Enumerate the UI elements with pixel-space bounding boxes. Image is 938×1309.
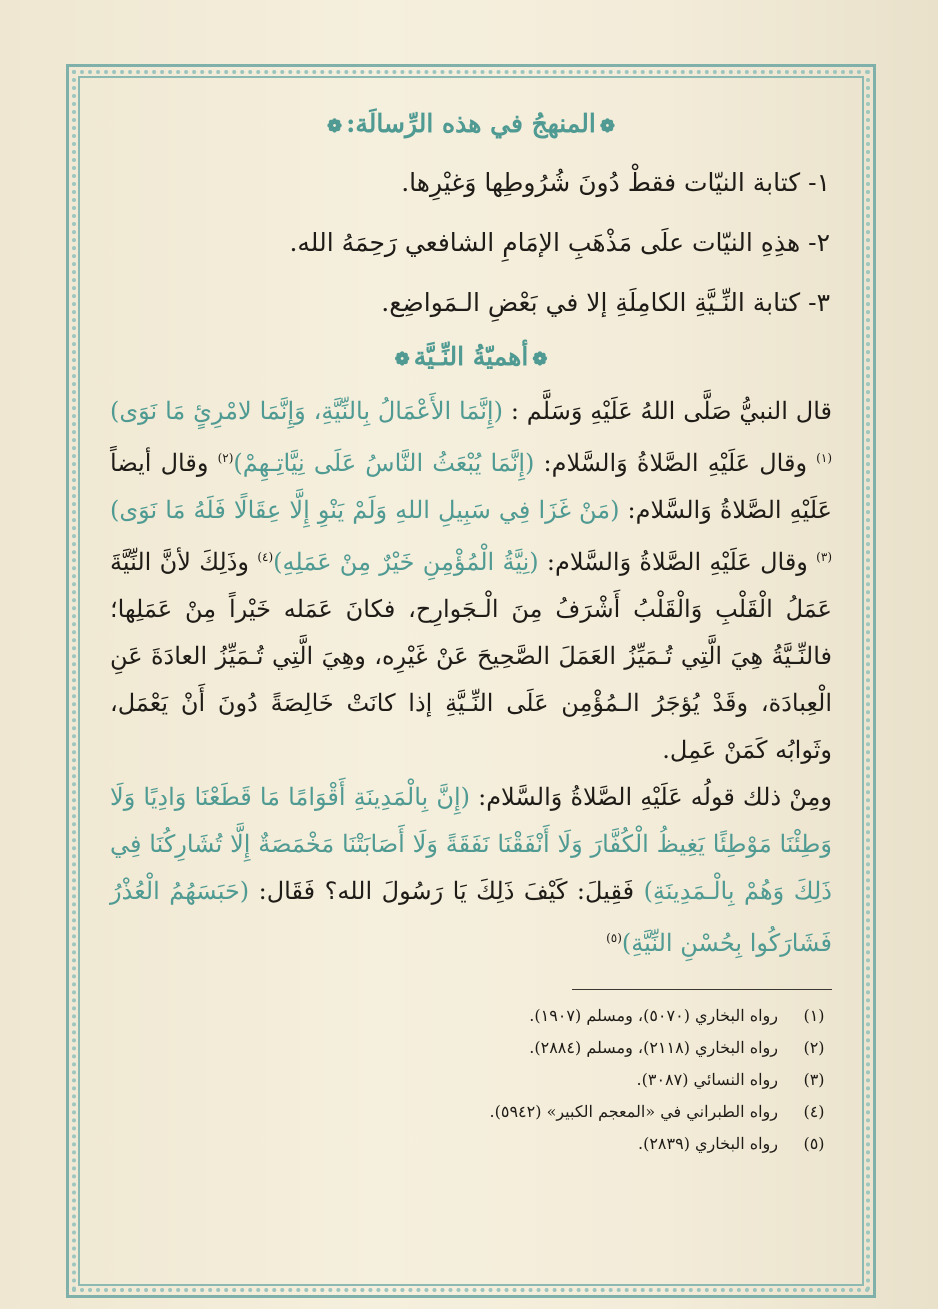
footnote-item	[110, 1000, 832, 1032]
text-span: قال النبيُّ صَلَّى اللهُ عَلَيْهِ وَسَلَّم :	[510, 397, 832, 425]
footnote-number: (١)	[803, 1006, 825, 1025]
hadith-quote: (حَبَسَهُمُ الْعُذْرُ فَشَارَكُوا بِحُسْنِ النِّيَّةِ)	[110, 877, 832, 957]
footnote-ref: (١)	[816, 451, 832, 465]
ornament-icon: ❁	[599, 116, 615, 137]
footnote-ref: (٥)	[606, 931, 622, 945]
footnote-number: (٣)	[803, 1070, 825, 1089]
page-content	[110, 100, 832, 1280]
text-span: وقال أيضاً عَلَيْهِ الصَّلاةُ وَالسَّلام:	[110, 449, 832, 524]
footnote-text: رواه النسائي (٣٠٨٧).	[636, 1070, 778, 1089]
footnote-text: رواه البخاري (٢٨٣٩).	[638, 1134, 778, 1153]
heading-text: أهميّةُ النِّـيَّة	[413, 342, 529, 371]
list-item: ٢- هذِهِ النيّات علَى مَذْهَبِ الإمَامِ الشافعي رَحِمَهُ الله.	[289, 228, 830, 257]
footnote-ref: (٢)	[217, 451, 234, 465]
hadith-quote: (مَنْ غَزَا فِي سَبِيلِ اللهِ وَلَمْ يَنْوِ إِلَّا عِقَالًا فَلَهُ مَا نَوَى)	[110, 496, 620, 524]
section-heading-importance	[110, 339, 832, 378]
footnotes-list	[110, 1000, 832, 1160]
ornament-icon: ❁	[394, 349, 410, 370]
methodology-list	[110, 153, 832, 333]
heading-text: المنهجُ في هذه الرِّسالَة:	[346, 109, 596, 138]
footnote-divider	[572, 989, 832, 990]
section-heading-methodology	[110, 106, 832, 145]
list-item: ١- كتابة النيّات فقطْ دُونَ شُرُوطِها وَغيْرِها.	[401, 168, 830, 197]
text-span: فَقِيلَ: كَيْفَ ذَلِكَ يَا رَسُولَ الله؟ فَقَال:	[249, 877, 644, 905]
hadith-quote: (إِنَّمَا الأَعْمَالُ بِالنِّيَّةِ، وَإِنَّمَا لامْرِئٍ مَا نَوَى)	[110, 397, 503, 425]
footnote-number: (٤)	[803, 1102, 825, 1121]
footnote-item	[110, 1032, 832, 1064]
footnote-number: (٥)	[803, 1134, 825, 1153]
hadith-quote: (إِنَّ بِالْمَدِينَةِ أَقْوَامًا مَا قَطَعْنَا وَادِيًا وَلَا وَطِئْنَا مَوْطِئًا يَغِيظُ الْكُفَّارَ وَلَا أَنْفَقْنَا نَفَقَةً وَلَا أَصَابَتْنَا مَخْمَصَةٌ إِلَّا تُشَارِكُنَا فِي ذَلِكَ وَهُمْ بِالْـمَدِينَةِ)	[110, 783, 832, 905]
ornament-icon: ❁	[532, 349, 548, 370]
footnote-item	[110, 1064, 832, 1096]
text-span: ومِنْ ذلك قولُه عَلَيْهِ الصَّلاةُ وَالسَّلام:	[469, 783, 832, 811]
text-span: وقال عَلَيْهِ الصَّلاةُ وَالسَّلام:	[538, 548, 817, 576]
footnote-text: رواه الطبراني في «المعجم الكبير» (٥٩٤٢).	[489, 1102, 778, 1121]
hadith-quote: (نِيَّةُ الْمُؤْمِنِ خَيْرٌ مِنْ عَمَلِهِ)	[273, 548, 539, 576]
footnote-item	[110, 1096, 832, 1128]
text-span: وذَلِكَ لأنَّ النِّيَّةَ عَمَلُ الْقَلْبِ وَالْقَلْبُ أَشْرَفُ مِنَ الْـجَوارِح، فكانَ عَمَله خَيْراً مِنْ عَمَلِها؛ فالنِّـيَّةُ هِيَ الَّتِي تُـمَيِّزُ العَمَلَ الصَّحِيحَ عَنْ غَيْرِه، وهِيَ الَّتِي تُـمَيِّزُ العادَةَ عَنِ الْعِبادَة، وقَدْ يُؤجَرُ الـمُؤْمِن عَلَى النِّـيَّةِ إذا كانَتْ خَالِصَةً دُونَ أَنْ يَعْمَل، وثَوابُه كَمَنْ عَمِل.	[110, 548, 832, 764]
ornament-icon: ❁	[327, 116, 343, 137]
hadith-quote: (إِنَّمَا يُبْعَثُ النَّاسُ عَلَى نِيَّاتِـهِمْ)	[233, 449, 535, 477]
footnote-text: رواه البخاري (٢١١٨)، ومسلم (٢٨٨٤).	[529, 1038, 778, 1057]
footnote-ref: (٤)	[257, 550, 274, 564]
footnote-number: (٢)	[803, 1038, 825, 1057]
body-paragraph	[110, 388, 832, 967]
list-item: ٣- كتابة النِّـيَّةِ الكامِلَةِ إلا في بَعْضِ الـمَواضِع.	[381, 288, 830, 317]
footnote-ref: (٣)	[816, 550, 832, 564]
footnote-item	[110, 1128, 832, 1160]
footnote-text: رواه البخاري (٥٠٧٠)، ومسلم (١٩٠٧).	[529, 1006, 778, 1025]
text-span: وقال عَلَيْهِ الصَّلاةُ وَالسَّلام:	[534, 449, 817, 477]
